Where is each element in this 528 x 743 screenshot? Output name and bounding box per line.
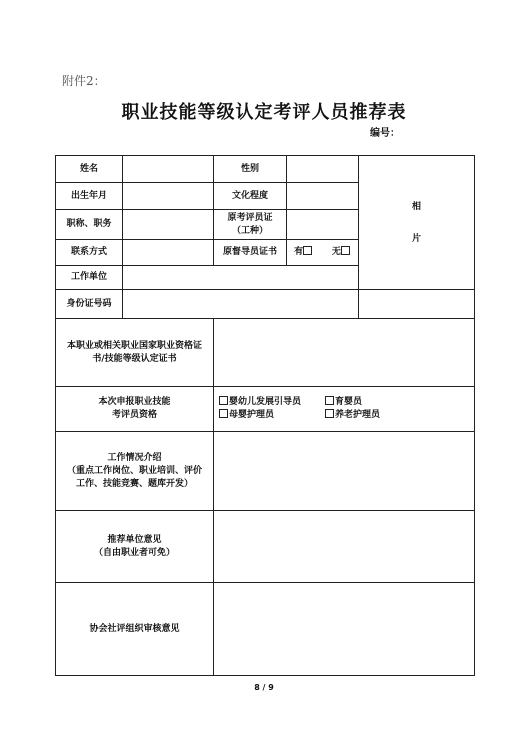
- option-infant-guide[interactable]: [219, 396, 325, 409]
- recommend-label-line1: 推荐单位意见: [107, 534, 162, 545]
- prior-cert-field[interactable]: [287, 210, 359, 240]
- prior-cert-label-line2: （工种）: [231, 225, 268, 236]
- none-checkbox[interactable]: [341, 246, 350, 255]
- option-nursery[interactable]: [325, 396, 362, 409]
- row-id: [56, 290, 475, 319]
- gender-field[interactable]: [287, 156, 359, 183]
- name-field[interactable]: [123, 156, 214, 183]
- review-label: 协会社评组织审核意见: [56, 583, 214, 676]
- serial-number-label: 编号：: [370, 128, 400, 139]
- photo-label-1: 相: [411, 201, 421, 212]
- recommend-label: [56, 511, 214, 583]
- option-elderly-care-checkbox[interactable]: [325, 409, 334, 418]
- contact-label: 联系方式: [56, 240, 123, 266]
- certificate-field[interactable]: [214, 319, 475, 387]
- row-qualification: [56, 387, 475, 432]
- education-label: 文化程度: [214, 183, 287, 210]
- option-maternity-label: 母婴护理员: [229, 410, 275, 420]
- birth-label: 出生年月: [56, 183, 123, 210]
- prior-cert-label: [214, 210, 287, 240]
- option-infant-guide-checkbox[interactable]: [219, 396, 228, 405]
- work-field[interactable]: [214, 432, 475, 511]
- option-nursery-checkbox[interactable]: [325, 396, 334, 405]
- supervisor-cert-choice: [287, 240, 359, 266]
- review-field[interactable]: [214, 583, 475, 676]
- id-field[interactable]: [123, 290, 359, 319]
- row-work: [56, 432, 475, 511]
- option-elderly-care[interactable]: [325, 409, 380, 422]
- qualification-label-line1: 本次申报职业技能: [98, 397, 171, 407]
- photo-below-spacer: [359, 290, 475, 319]
- has-checkbox[interactable]: [303, 246, 312, 255]
- row-name-gender: [56, 156, 475, 183]
- work-label-line3: 工作、技能竞赛、题库开发）: [75, 478, 193, 489]
- birth-field[interactable]: [123, 183, 214, 210]
- certificate-label-line1: 本职业或相关职业国家职业资格证: [66, 340, 202, 351]
- photo-label-2: 片: [411, 233, 421, 244]
- prior-cert-label-line1: 原考评员证: [227, 212, 273, 223]
- none-option[interactable]: [332, 247, 351, 257]
- title-field[interactable]: [123, 210, 214, 240]
- qualification-label: [56, 387, 214, 432]
- qualification-options: [214, 387, 475, 432]
- recommend-label-line2: （自由职业者可免）: [93, 547, 175, 558]
- supervisor-cert-label: 原督导员证书: [214, 240, 287, 266]
- page-number: 8 / 9: [254, 683, 274, 692]
- has-option[interactable]: [294, 247, 313, 257]
- photo-box[interactable]: [359, 156, 475, 290]
- has-label: 有: [294, 247, 304, 257]
- education-field[interactable]: [287, 183, 359, 210]
- id-label: 身份证号码: [56, 290, 123, 319]
- option-maternity[interactable]: [219, 409, 325, 422]
- employer-field[interactable]: [123, 266, 359, 290]
- gender-label: 性别: [214, 156, 287, 183]
- option-elderly-care-label: 养老护理员: [335, 410, 381, 420]
- row-recommend: [56, 511, 475, 583]
- title-label: 职称、职务: [56, 210, 123, 240]
- name-label: 姓名: [56, 156, 123, 183]
- recommend-field[interactable]: [214, 511, 475, 583]
- option-infant-guide-label: 婴幼儿发展引导员: [229, 397, 302, 407]
- attachment-label: 附件2：: [62, 74, 106, 88]
- work-label-line1: 工作情况介绍: [107, 452, 162, 463]
- option-maternity-checkbox[interactable]: [219, 409, 228, 418]
- row-certificate: [56, 319, 475, 387]
- certificate-label: [56, 319, 214, 387]
- row-review: [56, 583, 475, 676]
- form-title: 职业技能等级认定考评人员推荐表: [121, 102, 407, 123]
- work-label-line2: （重点工作岗位、职业培训、评价: [66, 465, 202, 476]
- certificate-label-line2: 书/技能等级认定证书: [92, 353, 177, 364]
- recommendation-form-table: [55, 155, 475, 676]
- option-nursery-label: 育婴员: [335, 397, 363, 407]
- contact-field[interactable]: [123, 240, 214, 266]
- none-label: 无: [331, 247, 341, 257]
- qualification-label-line2: 考评员资格: [111, 410, 157, 420]
- employer-label: 工作单位: [56, 266, 123, 290]
- work-label: [56, 432, 214, 511]
